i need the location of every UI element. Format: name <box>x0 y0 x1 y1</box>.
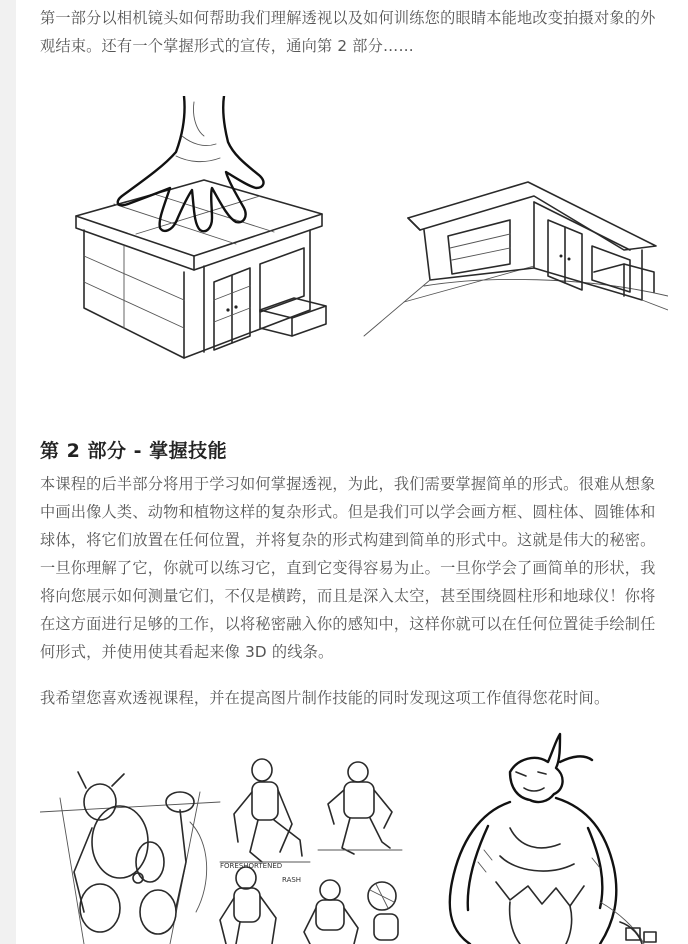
page-left-rail <box>0 0 16 944</box>
right-house-sketch <box>364 182 668 336</box>
section-2-body: 本课程的后半部分将用于学习如何掌握透视，为此，我们需要掌握简单的形式。很难从想象中画出像人类、动物和植物这样的复杂形式。但是我们可以学会画方框、圆柱体、圆锥体和球体，将它们放置在任何位置，并将复杂的形式构建到简单的形式中。这就是伟大的秘密。一旦你理解了它，你就可以练习它，直到它变得容易为止。一旦你学会了画简单的形状，我将向您展示如何测量它们，不仅是横跨，而且是深入太空，甚至围绕圆柱形和地球仪！你将在这方面进行足够的工作，以将秘密融入你的感知中，这样你就可以在任何位置徒手绘制任何形式，并使用使其看起来像 3D 的线条。 <box>40 475 656 661</box>
foreshortened-note: FORESHORTENED <box>220 862 283 870</box>
creature-sketch <box>450 734 656 944</box>
figure-sketches-svg <box>40 732 668 944</box>
closing-paragraph: 我希望您喜欢透视课程，并在提高图片制作技能的同时发现这项工作值得您花时间。 <box>40 689 610 707</box>
house-sketches-illustration <box>64 96 668 366</box>
rash-note: RASH <box>282 876 302 884</box>
mannequin-sketches-bottom <box>220 867 398 944</box>
intro-paragraph: 第一部分以相机镜头如何帮助我们理解透视以及如何训练您的眼睛本能地改变拍摄对象的外观结束。还有一个掌握形式的宣传，通向第 2 部分…… <box>40 9 656 55</box>
figure-sketches-illustration <box>40 732 668 944</box>
mannequin-sketches-top <box>220 759 402 884</box>
construction-figure-sketch <box>40 772 220 944</box>
section-2-heading: 第 2 部分 - 掌握技能 <box>40 440 228 462</box>
left-house-sketch <box>76 96 326 358</box>
house-sketches-svg <box>64 96 668 366</box>
